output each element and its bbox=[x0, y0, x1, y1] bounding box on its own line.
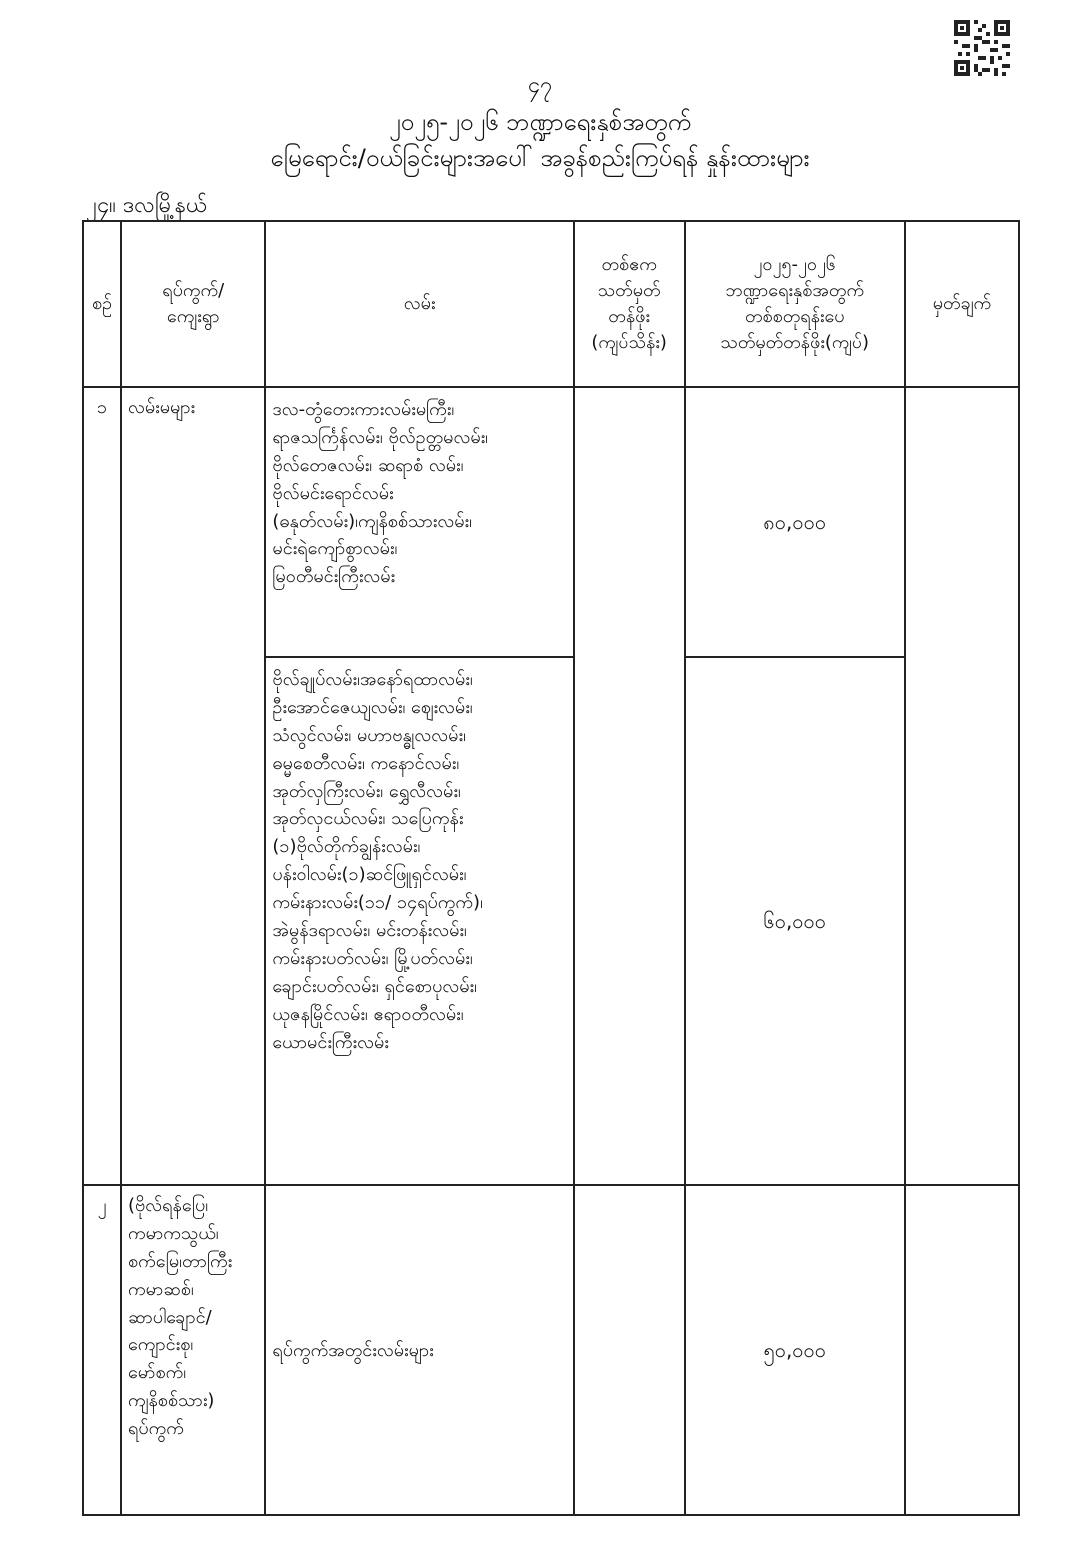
header-no bbox=[83, 221, 121, 387]
road-line: ယုဇနမြိုင်လမ်း၊ ဧရာဝတီလမ်း၊ bbox=[272, 1003, 464, 1025]
row-number: ၁ bbox=[83, 387, 121, 1185]
header-ward-line: ရပ်ကွက်/ bbox=[162, 279, 225, 301]
min-value-cell bbox=[574, 387, 685, 1185]
header-rate-line: တစ်စတုရန်းပေ bbox=[744, 306, 845, 327]
road-line: ဗိုလ်မင်းရောင်လမ်း bbox=[272, 482, 394, 504]
road-line: (၁)ဗိုလ်တိုက်ချွန်းလမ်း၊ bbox=[272, 836, 421, 858]
document-title: ၂၀၂၅-၂၀၂၆ ဘဏ္ဍာရေးနှစ်အတွက် bbox=[388, 108, 692, 136]
road-line: အဲမွန်ဒရာလမ်း၊ မင်းတန်းလမ်း၊ bbox=[272, 920, 467, 942]
remark-cell bbox=[905, 387, 1019, 1185]
ward-line: (ဗိုလ်ရန်ပြေ၊ bbox=[128, 1195, 209, 1216]
road-line: အုတ်လှငယ်လမ်း၊ သပြေကုန်း bbox=[272, 808, 464, 830]
road-line: ယောမင်းကြီးလမ်း bbox=[272, 1031, 389, 1053]
header-min-line: သတ်မှတ် bbox=[597, 279, 661, 301]
table-row bbox=[83, 1185, 1019, 1515]
header-rate-line: ဘဏ္ဍာရေးနှစ်အတွက် bbox=[725, 279, 865, 301]
road-line: ဦးအောင်ဇေယျလမ်း၊ ဈေးလမ်း၊ bbox=[272, 696, 473, 718]
ward-line: ရပ်ကွက် bbox=[128, 1418, 184, 1440]
table-header-row bbox=[83, 221, 1019, 387]
ward-list bbox=[121, 1185, 265, 1515]
road-line: မင်းရဲကျော်စွာလမ်း၊ bbox=[272, 538, 398, 560]
ward-line: ဆာပါချောင်/ bbox=[128, 1306, 212, 1328]
header-min-value bbox=[574, 221, 685, 387]
row-number: ၂ bbox=[83, 1185, 121, 1515]
header-ward-line: ကျေးရွာ bbox=[166, 306, 220, 327]
ward-line: ကျောင်းစု၊ bbox=[128, 1334, 194, 1356]
road-line: သံလွင်လမ်း၊ မဟာဗန္ဓုလလမ်း၊ bbox=[272, 724, 466, 746]
road-line: ကမ်းနားပတ်လမ်း၊ မြို့ပတ်လမ်း၊ bbox=[272, 947, 473, 969]
header-rate-line: သတ်မှတ်တန်ဖိုး(ကျပ်) bbox=[720, 332, 870, 354]
header-road-label: လမ်း bbox=[403, 292, 436, 314]
table-row bbox=[83, 387, 1019, 657]
road-line: ရာဇသင်္ကြန်လမ်း၊ ဗိုလ်ဥတ္တမလမ်း၊ bbox=[272, 426, 489, 448]
road-line: ဗိုလ်တေဇလမ်း၊ ဆရာစံ လမ်း၊ bbox=[272, 454, 464, 476]
rate-value: ၅၀,၀၀၀ bbox=[685, 1185, 905, 1515]
header-rate-line: ၂၀၂၅-၂၀၂၆ bbox=[753, 253, 836, 275]
ward-line: မော်စက်၊ bbox=[128, 1362, 187, 1384]
section-heading: ၂၄။ ဒလမြို့နယ် bbox=[86, 193, 208, 218]
header-ward bbox=[121, 221, 265, 387]
road-name: ရပ်ကွက်အတွင်းလမ်းများ bbox=[265, 1185, 573, 1515]
header-min-line: တန်ဖိုး bbox=[608, 306, 650, 327]
header-remark-label: မှတ်ချက် bbox=[932, 292, 992, 314]
remark-cell bbox=[905, 1185, 1019, 1515]
road-line: ဗိုလ်ချုပ်လမ်း၊အနော်ရထာလမ်း၊ bbox=[272, 669, 473, 690]
header-remark bbox=[905, 221, 1019, 387]
header-road bbox=[265, 221, 573, 387]
header-min-line: တစ်ဧက bbox=[601, 253, 657, 275]
road-line: ဒလ-တွံတေးကားလမ်းမကြီး၊ bbox=[272, 399, 455, 420]
road-list bbox=[265, 387, 573, 657]
ward-line: ကမာဆစ်၊ bbox=[128, 1278, 194, 1300]
road-line: ချောင်းပတ်လမ်း၊ ရှင်စောပုလမ်း၊ bbox=[272, 975, 477, 997]
min-value-cell bbox=[574, 1185, 685, 1515]
ward-line: ကမာကသွယ်၊ bbox=[128, 1222, 219, 1244]
rate-value: ၆၀,၀၀၀ bbox=[685, 657, 905, 1185]
ward-line: ကျနိစစ်သား) bbox=[128, 1390, 215, 1412]
rate-value: ၈၀,၀၀၀ bbox=[685, 387, 905, 657]
road-line: (ဓနုတ်လမ်း)၊ကျနိစစ်သားလမ်း၊ bbox=[272, 510, 472, 532]
road-line: အုတ်လှကြီးလမ်း၊ ရွှေလီလမ်း၊ bbox=[272, 780, 461, 802]
road-line: ကမ်းနားလမ်း(၁၁/ ၁၄ရပ်ကွက်)၊ bbox=[272, 892, 483, 914]
road-list bbox=[265, 657, 573, 1185]
header-rate bbox=[685, 221, 905, 387]
page-number: ၄၇ bbox=[527, 73, 553, 98]
ward-name: လမ်းမများ bbox=[121, 387, 265, 1185]
header-no-label: စဉ် bbox=[91, 292, 113, 314]
road-line: ပန်းဝါလမ်း(၁)ဆင်ဖြူရှင်လမ်း၊ bbox=[272, 864, 467, 886]
document-subtitle: မြေရောင်း/ဝယ်ခြင်းများအပေါ် အခွန်စည်းကြပ်ရန် နှုန်းထားများ bbox=[270, 144, 810, 172]
road-line: မြဝတီမင်းကြီးလမ်း bbox=[272, 566, 396, 588]
ward-line: စက်မြေ၊တာကြီး bbox=[128, 1250, 233, 1272]
road-line: ဓမ္မစေတီလမ်း၊ ကနောင်လမ်း၊ bbox=[272, 752, 460, 774]
tax-rate-table bbox=[82, 220, 1020, 1516]
header-min-line: (ကျပ်သိန်း) bbox=[591, 332, 667, 354]
qr-code-icon bbox=[954, 20, 1010, 76]
